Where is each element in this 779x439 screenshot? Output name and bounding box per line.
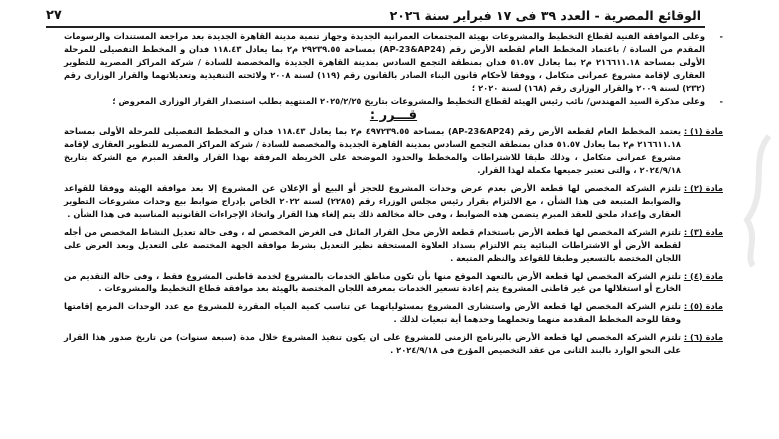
decree-title: قـــرر : — [369, 108, 418, 124]
article-text: تلتزم الشركة المخصص لها قطعة الأرض واستشارى المشروع بمسئولياتهما عن تناسب كمية المياه المقررة للمشروع مع عدد الوحدات المزمع إقامتها وفقا للوحة المخطط المقدمة منهما وتحملهما وحدهما أية تبعيات لذلك . — [64, 301, 681, 325]
article-label: مادة (٢) : — [683, 183, 723, 194]
article-text: تلتزم الشركة المخصص لها قطعة الأرض بالبرنامج الزمنى للمشروع على ان يكون تنفيذ المشروع خلال مدة (سبعة سنوات) من تاريخ صدور هذا القرار على النحو الوارد بالبند الثانى من عقد التخصيص المؤرخ فى ٢٠٢٤/٩/١٨ . — [64, 332, 681, 356]
preamble-text-2: وعلى مذكرة السيد المهندس/ نائب رئيس الهيئة لقطاع التخطيط والمشروعات بتاريخ ٢٠٢٥/٢/٢٥ المنتهية بطلب استصدار القرار الوزارى المعروض ؛ — [112, 95, 705, 106]
article-1 — [64, 125, 723, 177]
bullet-dash: - — [719, 95, 723, 106]
header-rule — [46, 26, 705, 28]
preamble-paragraph-2 — [64, 95, 723, 108]
article-6 — [64, 331, 723, 357]
article-text: تلتزم الشركة المخصص لها قطعة الأرض بالتعهد الموقع منها بأن تكون مناطق الخدمات بالمشروع لخدمة قاطنى المشروع فقط ، وفى حالة التقديم من الخارج أو استغلالها من غير قاطنى المشروع يتم إعادة تسعير الخدمات بمعرفة اللجان المختصة بالهيئة بعد موافقة قطاع التخطيط والمشروعات . — [64, 270, 681, 294]
article-5 — [64, 300, 723, 326]
article-label: مادة (٤) : — [683, 270, 723, 281]
article-label: مادة (٦) : — [683, 332, 723, 343]
article-text: تلتزم الشركة المخصص لها قطعة الأرض بعدم عرض وحدات المشروع للحجز أو البيع أو الإعلان عن المشروع إلا بعد موافقة الهيئة ووفقا للقواعد والضوابط المتبعة فى هذا الشأن ، مع الالتزام بقرار رئيس مجلس الوزراء رقم (٢٢٨٥) لسنة ٢٠٢٢ الخاص بإدراج ضوابط بيع وحدات مشروعات التطوير العقارى وإعداد ملحق للعقد المبرم يتضمن هذه الضوابط ، وفى حالة مخالفة ذلك يتم إلغاء هذا القرار واتخاذ الإجراءات القانونية المناسبة فى هذا الشأن . — [64, 183, 682, 219]
article-2 — [64, 182, 723, 221]
article-3 — [64, 226, 723, 265]
preamble-text-1: وعلى الموافقة الفنية لقطاع التخطيط والمشروعات بهيئة المجتمعات العمرانية الجديدة وجهاز تنمية مدينة القاهرة الجديدة بعد مراجعة المستندات والرسومات المقدم من السادة / باعتماد المخطط العام لقطعة الأرض رقم (AP-23&AP24) بمساحة ٢٩٢٣٩.٥٥ م٢ بما يعادل ١١٨.٤٣ فدان و المخطط التفصيلى للمرحلة الأولى بمساحة ٢١٦٦١١.١٨ م٢ بما يعادل ٥١.٥٧ فدان بمنطقة التجمع السادس بمدينة القاهرة الجديدة والمخصصة للسادة / شركة المراكز المصرية للتطوير العقارى لإقامة مشروع عمرانى متكامل ، ووفقا لأحكام قانون البناء الصادر بالقانون رقم (١١٩) لسنة ٢٠٠٨ ولائحته التنفيذية وتعديلاتهما والقرار الوزارى رقم (٢٣٢) لسنة ٢٠٠٩ والقرار الوزارى رقم (١٦٨) لسنة ٢٠٢٠ ؛ — [64, 31, 705, 93]
header-title: الوقائع المصرية - العدد ٣٩ فى ١٧ فبراير سنة ٢٠٢٦ — [389, 7, 701, 23]
watermark-seal — [733, 120, 773, 270]
article-label: مادة (١) : — [683, 126, 723, 137]
page-header — [46, 6, 701, 24]
document-body — [64, 30, 723, 357]
article-text: يعتمد المخطط العام لقطعة الأرض رقم (AP-23&AP24) بمساحة ٤٩٧٢٣٩.٥٥ م٢ بما يعادل ١١٨.٤٣ فدان و المخطط التفصيلى للمرحلة الأولى بمساحة ٢١٦٦١١.١٨ م٢ بما يعادل ٥١.٥٧ فدان بمنطقة التجمع السادس بمدينة القاهرة الجديدة والمخصصة للسادة / شركة المراكز المصرية للتطوير العقارى لإقامة مشروع عمرانى متكامل ، وذلك طبقا للاشتراطات والمخطط والحدود الموضحة على الخريطة المرفقة بهذا القرار والعقد المبرم مع الشركة بتاريخ ٢٠٢٤/٩/١٨ ، والتى تعتبر جميعها مكملة لهذا القرار. — [64, 126, 681, 176]
article-label: مادة (٥) : — [683, 301, 723, 312]
preamble-paragraph-1 — [64, 30, 723, 95]
article-text: تلتزم الشركة المخصص لها قطعة الأرض باستخدام قطعة الأرض محل القرار الماثل فى الغرض المخصص له ، وفى حالة تعديل النشاط المخصص من أجله لقطعة الأرض أو الاشتراطات البنائية يتم الالتزام بسداد العلاوة المستحقة نظير التعديل بشرط موافقة الجهة المختصة على التعديل وبعد العرض على اللجان المختصة بالتسعير وطبقا للقواعد والنظم المتبعة . — [64, 226, 681, 263]
bullet-dash: - — [719, 31, 723, 41]
article-4 — [64, 270, 723, 296]
page-number: ٢٧ — [46, 7, 62, 23]
article-label: مادة (٣) : — [683, 226, 723, 237]
